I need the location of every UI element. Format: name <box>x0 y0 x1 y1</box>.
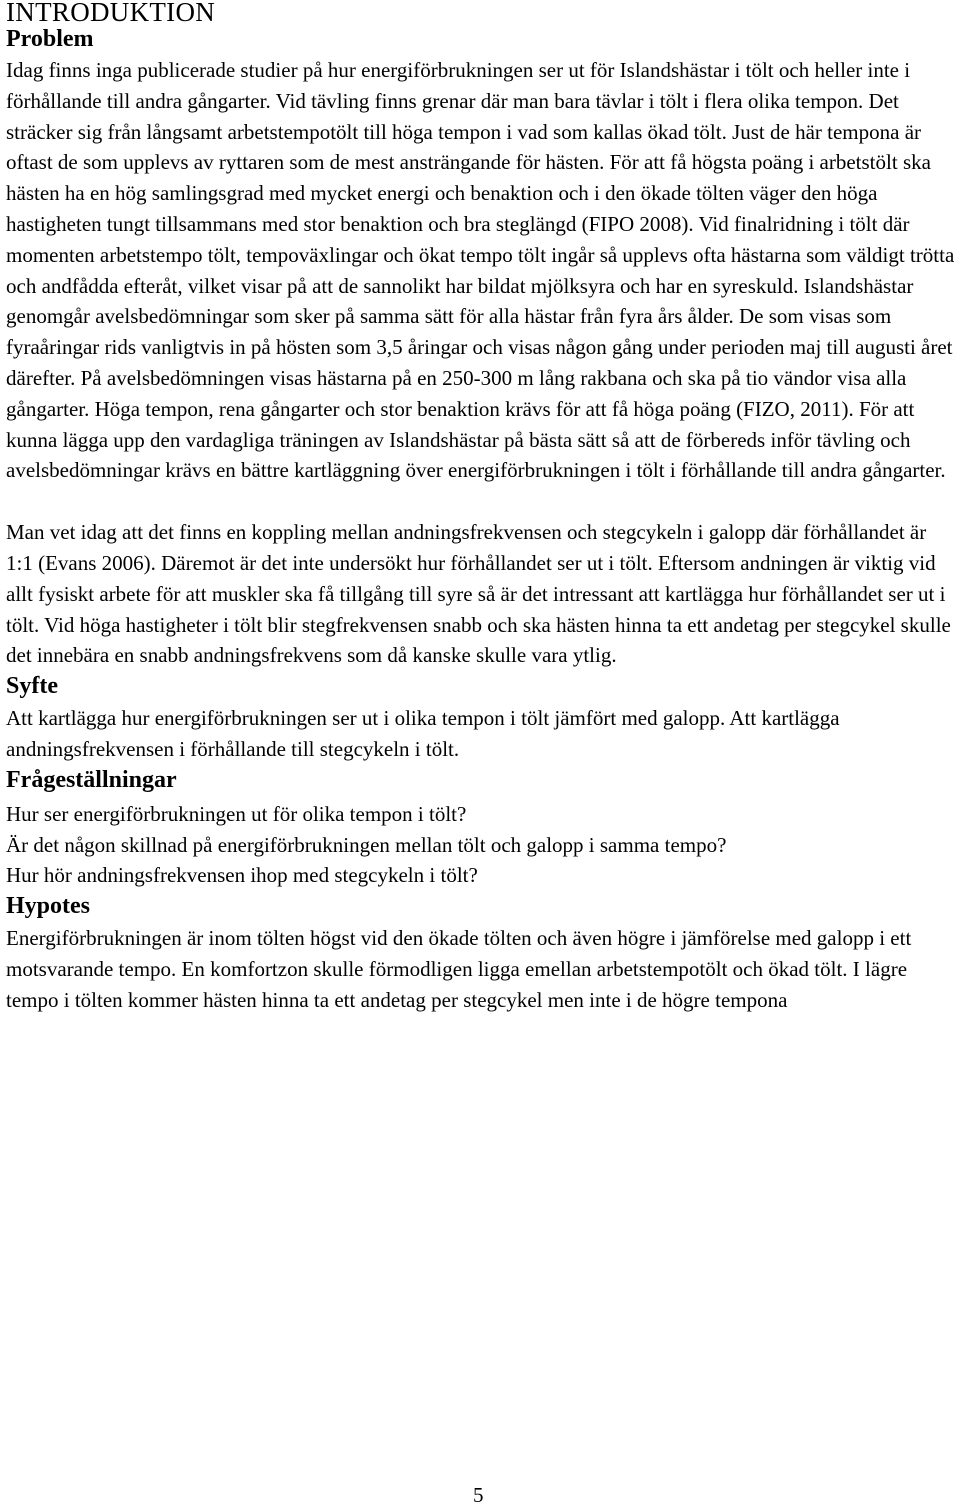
document-page <box>6 0 958 1016</box>
question-item: Är det någon skillnad på energiförbrukningen mellan tölt och galopp i samma tempo? <box>6 832 727 857</box>
hypotes-paragraph: Energiförbrukningen är inom tölten högst vid den ökade tölten och även högre i jämförelse med galopp i ett motsvarande tempo. En komfortzon skulle förmodligen ligga emellan arbetstempotölt och ökad tölt. I lägre tempo i tölten kommer hästen hinna ta ett andetag per stegcykel men inte i de högre tempona <box>6 926 912 1012</box>
hypotes-heading: Hypotes <box>6 893 90 920</box>
problem-section <box>6 24 958 671</box>
syfte-section <box>6 671 958 765</box>
syfte-paragraph: Att kartlägga hur energiförbrukningen ser ut i olika tempon i tölt jämfört med galopp. Att kartlägga andningsfrekvensen i förhållande till stegcykeln i tölt. <box>6 706 840 761</box>
fragestallningar-section <box>6 765 958 891</box>
question-item: Hur hör andningsfrekvensen ihop med stegcykeln i tölt? <box>6 863 478 888</box>
syfte-heading: Syfte <box>6 673 58 700</box>
problem-paragraph-1: Idag finns inga publicerade studier på hur energiförbrukningen ser ut för Islandshästar i tölt och heller inte i förhållande till andra gångarter. Vid tävling finns grenar där man bara tävlar i tölt i flera olika tempon. Det sträcker sig från långsamt arbetstempotölt till höga tempon i vad som kallas ökad tölt. Just de här tempona är oftast de som upplevs av ryttaren som de mest ansträngande för hästen. För att få högsta poäng i arbetstölt ska hästen ha en hög samlingsgrad med mycket energi och benaktion och i den ökade tölten väger den höga hastigheten tungt tillsammans med stor benaktion och bra steglängd (FIPO 2008). Vid finalridning i tölt där momenten arbetstempo tölt, tempoväxlingar och ökat tempo tölt ingår så upplevs ofta hästarna som väldigt trötta och andfådda efteråt, vilket visar på att de sannolikt har bildat mjölksyra och har en syreskuld. Islandshästar genomgår avelsbedömningar som sker på samma sätt för alla hästar från fyra års ålder. De som visas som fyraåringar rids vanligtvis in på hösten som 3,5 åringar och visas någon gång under perioden maj till augusti året därefter. På avelsbedömningen visas hästarna på en 250-300 m lång rakbana och ska på tio vändor visa alla gångarter. Höga tempon, rena gångarter och stor benaktion krävs för att få höga poäng (FIZO, 2011). För att kunna lägga upp den vardagliga träningen av Islandshästar på bästa sätt så att de förbereds inför tävling och avelsbedömningar krävs en bättre kartläggning över energiförbrukningen i tölt i förhållande till andra gångarter. <box>6 58 955 483</box>
hypotes-section <box>6 891 958 1015</box>
problem-heading: Problem <box>6 26 94 52</box>
question-list <box>6 799 958 891</box>
problem-paragraph-2: Man vet idag att det finns en koppling mellan andningsfrekvensen och stegcykeln i galopp där förhållandet är 1:1 (Evans 2006). Däremot är det inte undersökt hur förhållandet ser ut i tölt. Eftersom andningen är viktig vid allt fysiskt arbete för att muskler ska få tillgång till syre så är det intressant att kartlägga hur förhållandet ser ut i tölt. Vid höga hastigheter i tölt blir stegfrekvensen snabb och ska hästen hinna ta ett andetag per stegcykel skulle det innebära en snabb andningsfrekvens som då kanske skulle vara ytlig. <box>6 520 951 668</box>
page-number: 5 <box>473 1483 484 1507</box>
question-item: Hur ser energiförbrukningen ut för olika tempon i tölt? <box>6 801 467 826</box>
document-title: INTRODUKTION <box>6 0 216 27</box>
fragestallningar-heading: Frågeställningar <box>6 766 177 793</box>
